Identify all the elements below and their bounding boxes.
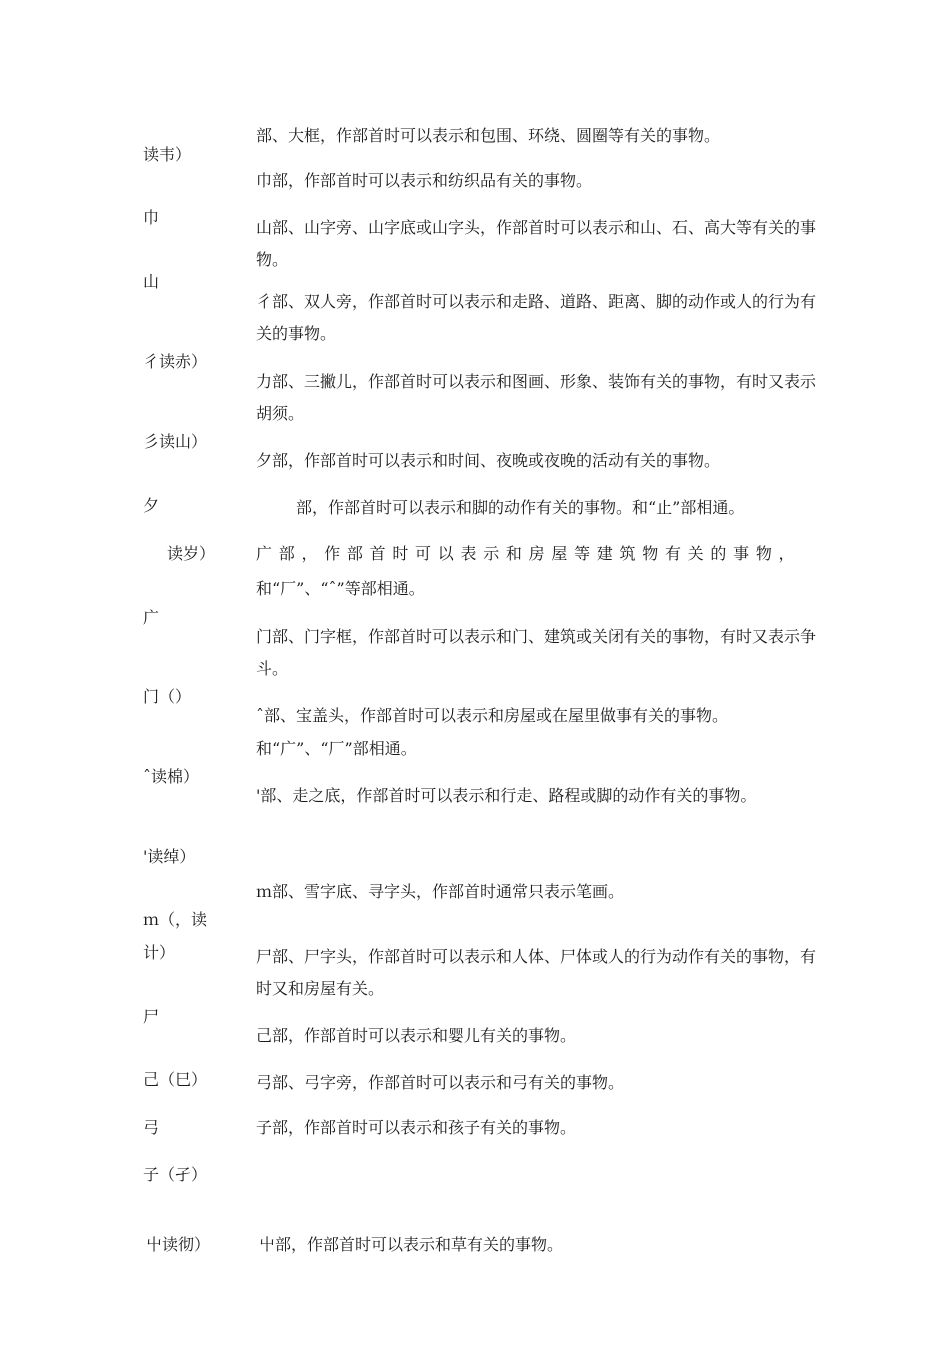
radical-label: 彡读山） bbox=[143, 432, 208, 451]
radical-description: 和“厂”、“ˆ”等部相通。 bbox=[256, 579, 425, 598]
radical-label: 夕 bbox=[143, 496, 160, 515]
radical-description: 巾部，作部首时可以表示和纺织品有关的事物。 bbox=[256, 171, 593, 190]
radical-description: 和“广”、“厂”部相通。 bbox=[256, 739, 417, 758]
radical-label: 计） bbox=[143, 943, 176, 962]
radical-description: 山部、山字旁、山字底或山字头，作部首时可以表示和山、石、高大等有关的事物。 bbox=[256, 218, 817, 269]
radical-label: ｍ（，读 bbox=[143, 910, 208, 929]
radical-label: 弓 bbox=[143, 1118, 160, 1137]
radical-description: 弓部、弓字旁，作部首时可以表示和弓有关的事物。 bbox=[256, 1073, 625, 1092]
radical-label: ˆ读棉） bbox=[143, 767, 200, 786]
radical-description: ｍ部、雪字底、寻字头，作部首时通常只表示笔画。 bbox=[256, 882, 625, 901]
radical-description: 己部，作部首时可以表示和婴儿有关的事物。 bbox=[256, 1026, 577, 1045]
radical-description: 广部，作部首时可以表示和房屋等建筑物有关的事物， bbox=[256, 544, 802, 563]
radical-label: 屮读彻） bbox=[146, 1235, 211, 1254]
radical-description: 夕部，作部首时可以表示和时间、夜晚或夜晚的活动有关的事物。 bbox=[256, 451, 721, 470]
radical-label: 读岁） bbox=[167, 544, 216, 563]
radical-label: '读绰） bbox=[143, 847, 196, 866]
radical-label: 广 bbox=[143, 608, 160, 627]
radical-label: 彳读赤） bbox=[143, 352, 208, 371]
radical-description: 部、大框，作部首时可以表示和包围、环绕、圆圈等有关的事物。 bbox=[256, 126, 721, 145]
radical-description: '部、走之底，作部首时可以表示和行走、路程或脚的动作有关的事物。 bbox=[256, 786, 757, 805]
radical-description: 力部、三撇儿，作部首时可以表示和图画、形象、装饰有关的事物，有时又表示胡须。 bbox=[256, 372, 817, 423]
radical-label: 读韦） bbox=[143, 145, 192, 164]
radical-label: 子（孑） bbox=[143, 1165, 208, 1184]
radical-description: 门部、门字框，作部首时可以表示和门、建筑或关闭有关的事物，有时又表示争斗。 bbox=[256, 627, 817, 678]
radical-label: 尸 bbox=[143, 1007, 160, 1026]
radical-description: 子部，作部首时可以表示和孩子有关的事物。 bbox=[256, 1118, 577, 1137]
radical-description: ˆ部、宝盖头，作部首时可以表示和房屋或在屋里做事有关的事物。 bbox=[256, 706, 729, 725]
radical-label: 门（） bbox=[143, 687, 192, 706]
radical-label: 己（巳） bbox=[143, 1070, 208, 1089]
radical-label: 山 bbox=[143, 272, 160, 291]
radical-description: 尸部、尸字头，作部首时可以表示和人体、尸体或人的行为动作有关的事物，有时又和房屋有关。 bbox=[256, 947, 817, 998]
radical-description: 彳部、双人旁，作部首时可以表示和走路、道路、距离、脚的动作或人的行为有关的事物。 bbox=[256, 292, 817, 343]
radical-description: 屮部，作部首时可以表示和草有关的事物。 bbox=[259, 1235, 564, 1254]
radical-label: 巾 bbox=[143, 208, 160, 227]
radical-description: 部，作部首时可以表示和脚的动作有关的事物。和“止”部相通。 bbox=[296, 498, 745, 517]
